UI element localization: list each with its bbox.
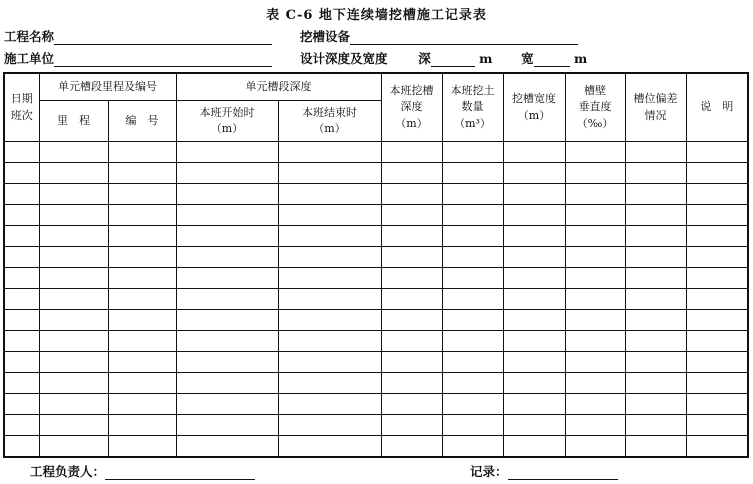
table-cell[interactable] (503, 415, 565, 436)
table-cell[interactable] (565, 415, 625, 436)
record-table (3, 72, 749, 458)
table-cell[interactable] (39, 142, 108, 163)
table-cell[interactable] (686, 436, 748, 458)
table-row (4, 352, 748, 373)
table-cell[interactable] (39, 436, 108, 458)
table-cell[interactable] (176, 436, 278, 458)
table-cell[interactable] (39, 247, 108, 268)
table-cell[interactable] (442, 226, 503, 247)
table-cell[interactable] (442, 352, 503, 373)
table-cell[interactable] (565, 310, 625, 331)
header-number: 编 号 (108, 101, 176, 142)
header-verticality: 槽壁 垂直度 （‰） (565, 73, 625, 142)
table-cell[interactable] (503, 331, 565, 352)
table-cell[interactable] (565, 163, 625, 184)
table-cell[interactable] (565, 436, 625, 458)
design-label: 设计深度及宽度 (300, 51, 388, 66)
table-cell[interactable] (625, 184, 686, 205)
table-cell[interactable] (686, 352, 748, 373)
table-cell[interactable] (176, 268, 278, 289)
table-cell[interactable] (565, 184, 625, 205)
table-row (4, 436, 748, 458)
table-cell[interactable] (381, 268, 442, 289)
table-cell[interactable] (381, 184, 442, 205)
table-cell[interactable] (278, 310, 381, 331)
table-cell[interactable] (442, 289, 503, 310)
table-cell[interactable] (4, 205, 39, 226)
header-depth-group: 单元槽段深度 (176, 73, 381, 101)
table-row (4, 205, 748, 226)
table-row (4, 226, 748, 247)
table-cell[interactable] (39, 415, 108, 436)
table-cell[interactable] (39, 226, 108, 247)
table-cell[interactable] (39, 163, 108, 184)
table-cell[interactable] (503, 352, 565, 373)
table-row (4, 163, 748, 184)
depth-field[interactable] (431, 53, 475, 67)
table-cell[interactable] (503, 373, 565, 394)
table-cell[interactable] (625, 268, 686, 289)
table-row (4, 331, 748, 352)
table-cell[interactable] (4, 268, 39, 289)
table-row (4, 184, 748, 205)
table-cell[interactable] (278, 226, 381, 247)
recorder-line (470, 462, 618, 480)
table-cell[interactable] (503, 289, 565, 310)
table-cell[interactable] (278, 373, 381, 394)
table-cell[interactable] (442, 310, 503, 331)
table-row (4, 310, 748, 331)
header-deviation: 槽位偏差 情况 (625, 73, 686, 142)
table-cell[interactable] (565, 394, 625, 415)
table-cell[interactable] (108, 226, 176, 247)
table-cell[interactable] (4, 415, 39, 436)
table-cell[interactable] (278, 268, 381, 289)
table-cell[interactable] (503, 142, 565, 163)
table-cell[interactable] (108, 289, 176, 310)
table-cell[interactable] (442, 247, 503, 268)
table-cell[interactable] (503, 205, 565, 226)
table-cell[interactable] (442, 268, 503, 289)
table-cell[interactable] (108, 184, 176, 205)
table-cell[interactable] (565, 142, 625, 163)
depth-label: 深 (418, 51, 431, 66)
table-cell[interactable] (381, 436, 442, 458)
table-cell[interactable] (381, 226, 442, 247)
table-cell[interactable] (278, 205, 381, 226)
table-row (4, 268, 748, 289)
header-unit-group: 单元槽段里程及编号 (39, 73, 176, 101)
project-name-label: 工程名称 (4, 29, 55, 44)
header-soil-volume: 本班挖土 数量 （m³） (442, 73, 503, 142)
table-cell[interactable] (686, 226, 748, 247)
table-cell[interactable] (686, 310, 748, 331)
table-cell[interactable] (381, 289, 442, 310)
table-cell[interactable] (381, 415, 442, 436)
table-cell[interactable] (39, 394, 108, 415)
table-cell[interactable] (625, 226, 686, 247)
table-cell[interactable] (176, 142, 278, 163)
equipment-label: 挖槽设备 (300, 29, 351, 44)
table-cell[interactable] (381, 205, 442, 226)
table-cell[interactable] (565, 352, 625, 373)
project-name-line (4, 27, 272, 45)
table-cell[interactable] (108, 142, 176, 163)
header-mileage: 里 程 (39, 101, 108, 142)
table-cell[interactable] (686, 415, 748, 436)
table-cell[interactable] (625, 352, 686, 373)
table-cell[interactable] (686, 373, 748, 394)
table-cell[interactable] (503, 436, 565, 458)
table-cell[interactable] (278, 394, 381, 415)
table-cell[interactable] (503, 394, 565, 415)
table-cell[interactable] (108, 310, 176, 331)
table-cell[interactable] (4, 163, 39, 184)
table-cell[interactable] (381, 163, 442, 184)
table-cell[interactable] (442, 394, 503, 415)
table-cell[interactable] (176, 247, 278, 268)
table-cell[interactable] (625, 436, 686, 458)
table-cell[interactable] (381, 352, 442, 373)
table-cell[interactable] (4, 331, 39, 352)
table-cell[interactable] (108, 436, 176, 458)
table-cell[interactable] (39, 331, 108, 352)
table-cell[interactable] (442, 331, 503, 352)
table-cell[interactable] (625, 310, 686, 331)
construction-unit-line (4, 49, 272, 67)
recorder-label: 记录： (470, 464, 508, 479)
table-cell[interactable] (442, 184, 503, 205)
width-unit: m (573, 51, 588, 66)
table-row (4, 394, 748, 415)
table-cell[interactable] (4, 310, 39, 331)
table-cell[interactable] (686, 247, 748, 268)
table-cell[interactable] (625, 205, 686, 226)
table-cell[interactable] (565, 226, 625, 247)
table-cell[interactable] (686, 205, 748, 226)
table-cell[interactable] (176, 289, 278, 310)
equipment-field[interactable] (350, 31, 578, 45)
manager-label: 工程负责人： (30, 464, 106, 479)
header-trench-width: 挖槽宽度 （m） (503, 73, 565, 142)
table-cell[interactable] (108, 352, 176, 373)
table-cell[interactable] (176, 205, 278, 226)
table-row (4, 289, 748, 310)
table-cell[interactable] (4, 226, 39, 247)
table-cell[interactable] (176, 373, 278, 394)
table-cell[interactable] (176, 352, 278, 373)
table-cell[interactable] (503, 247, 565, 268)
table-cell[interactable] (625, 247, 686, 268)
table-cell[interactable] (686, 268, 748, 289)
table-cell[interactable] (565, 247, 625, 268)
width-label: 宽 (521, 51, 534, 66)
table-cell[interactable] (39, 184, 108, 205)
project-name-field[interactable] (54, 31, 272, 45)
table-cell[interactable] (39, 373, 108, 394)
table-cell[interactable] (108, 394, 176, 415)
design-line (300, 49, 587, 67)
table-cell[interactable] (108, 163, 176, 184)
page-title: 表 C-6 地下连续墙挖槽施工记录表 (266, 8, 487, 23)
table-cell[interactable] (278, 331, 381, 352)
table-cell[interactable] (503, 310, 565, 331)
table-cell[interactable] (503, 184, 565, 205)
table-cell[interactable] (381, 247, 442, 268)
header-note: 说 明 (686, 73, 748, 142)
table-cell[interactable] (625, 331, 686, 352)
table-cell[interactable] (4, 289, 39, 310)
table-cell[interactable] (4, 352, 39, 373)
table-cell[interactable] (442, 163, 503, 184)
record-table-body (4, 142, 748, 458)
table-cell[interactable] (625, 163, 686, 184)
table-cell[interactable] (176, 226, 278, 247)
table-cell[interactable] (503, 163, 565, 184)
table-cell[interactable] (108, 331, 176, 352)
table-cell[interactable] (4, 142, 39, 163)
header-date-shift: 日期 班次 (4, 73, 39, 142)
table-cell[interactable] (39, 268, 108, 289)
manager-line (30, 462, 255, 480)
table-cell[interactable] (381, 142, 442, 163)
table-cell[interactable] (565, 373, 625, 394)
table-cell[interactable] (4, 394, 39, 415)
table-cell[interactable] (176, 394, 278, 415)
table-cell[interactable] (278, 163, 381, 184)
table-cell[interactable] (39, 310, 108, 331)
table-row (4, 415, 748, 436)
table-cell[interactable] (503, 226, 565, 247)
table-cell[interactable] (442, 205, 503, 226)
header-end-depth: 本班结束时 （m） (278, 101, 381, 142)
table-cell[interactable] (278, 352, 381, 373)
table-cell[interactable] (625, 289, 686, 310)
table-cell[interactable] (442, 436, 503, 458)
manager-field[interactable] (105, 466, 255, 480)
table-cell[interactable] (176, 310, 278, 331)
table-cell[interactable] (278, 184, 381, 205)
table-cell[interactable] (442, 373, 503, 394)
table-cell[interactable] (278, 247, 381, 268)
table-cell[interactable] (108, 373, 176, 394)
depth-unit: m (479, 51, 493, 66)
table-cell[interactable] (381, 373, 442, 394)
table-cell[interactable] (625, 373, 686, 394)
table-cell[interactable] (565, 289, 625, 310)
table-cell[interactable] (108, 247, 176, 268)
table-cell[interactable] (176, 163, 278, 184)
header-shift-depth: 本班挖槽 深度 （m） (381, 73, 442, 142)
table-cell[interactable] (278, 289, 381, 310)
table-cell[interactable] (565, 205, 625, 226)
table-cell[interactable] (39, 205, 108, 226)
table-cell[interactable] (39, 289, 108, 310)
table-cell[interactable] (4, 436, 39, 458)
table-cell[interactable] (686, 394, 748, 415)
table-cell[interactable] (565, 268, 625, 289)
table-cell[interactable] (4, 373, 39, 394)
table-cell[interactable] (381, 394, 442, 415)
table-cell[interactable] (108, 205, 176, 226)
table-cell[interactable] (503, 268, 565, 289)
table-row (4, 373, 748, 394)
table-cell[interactable] (278, 436, 381, 458)
table-cell[interactable] (442, 142, 503, 163)
table-cell[interactable] (625, 394, 686, 415)
width-field[interactable] (534, 53, 570, 67)
table-cell[interactable] (381, 310, 442, 331)
table-cell[interactable] (108, 415, 176, 436)
table-cell[interactable] (442, 415, 503, 436)
table-cell[interactable] (39, 352, 108, 373)
table-row (4, 142, 748, 163)
table-cell[interactable] (278, 415, 381, 436)
table-cell[interactable] (176, 331, 278, 352)
table-cell[interactable] (625, 142, 686, 163)
table-cell[interactable] (176, 184, 278, 205)
table-cell[interactable] (686, 163, 748, 184)
construction-unit-label: 施工单位 (4, 51, 55, 66)
recorder-field[interactable] (508, 466, 618, 480)
table-cell[interactable] (4, 247, 39, 268)
table-cell[interactable] (108, 268, 176, 289)
table-row (4, 247, 748, 268)
table-cell[interactable] (625, 415, 686, 436)
table-cell[interactable] (686, 289, 748, 310)
equipment-line (300, 27, 578, 45)
table-cell[interactable] (686, 184, 748, 205)
header-start-depth: 本班开始时 （m） (176, 101, 278, 142)
table-cell[interactable] (686, 331, 748, 352)
table-cell[interactable] (176, 415, 278, 436)
table-cell[interactable] (381, 331, 442, 352)
table-cell[interactable] (565, 331, 625, 352)
construction-unit-field[interactable] (54, 53, 272, 67)
table-cell[interactable] (278, 142, 381, 163)
table-cell[interactable] (4, 184, 39, 205)
table-cell[interactable] (686, 142, 748, 163)
